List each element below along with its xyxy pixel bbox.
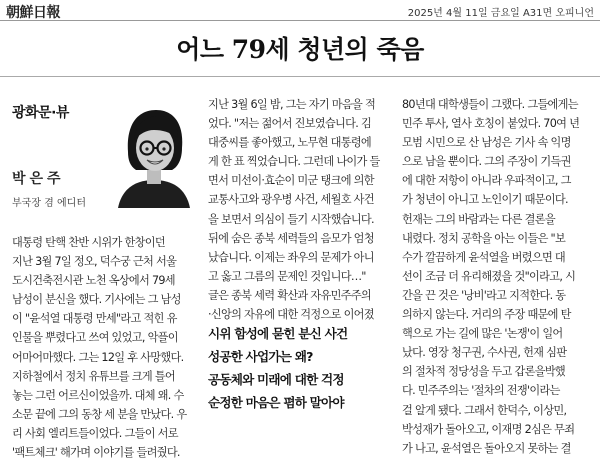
body-line: 80년대 대학생들이 그랬다. 그들에게는 <box>402 98 578 111</box>
article-headline: 어느 79세 청년의 죽음 <box>176 35 424 64</box>
dateline: 2025년 4월 11일 금요일 A31면 오피니언 <box>407 8 594 19</box>
body-line: 모범 시민으로 산 남성은 기사 속 익명 <box>402 136 571 150</box>
body-line: 을 보면서 의심이 들기 시작했습니다. <box>208 212 374 226</box>
body-line: 대통령 탄핵 찬반 시위가 한창이던 <box>12 236 165 249</box>
body-line: 내렸다. 정치 공학을 아는 이들은 "보 <box>402 231 566 245</box>
body-line: 수가 깔끔하게 윤석열을 버렸으면 대 <box>402 250 566 264</box>
body-column-2 <box>208 95 394 324</box>
pull-quote <box>208 322 396 414</box>
body-line: 으로 남을 뿐이다. 그의 주장이 기득권 <box>402 155 571 169</box>
page-header <box>0 0 600 21</box>
author-photo <box>112 102 196 208</box>
newspaper-masthead: 朝鮮日報 <box>6 5 60 21</box>
body-line: 교통사고와 광우병 사건, 세월호 사건 <box>208 193 374 207</box>
body-column-3 <box>402 95 592 458</box>
body-line: 에 대한 저항이 아니라 우파적이고, 그 <box>402 174 571 188</box>
body-line: ·신앙의 자유에 대한 걱정으로 이어졌 <box>208 308 374 322</box>
body-line: 걸 알게 됐다. 그래서 한덕수, 이상민, <box>402 403 567 417</box>
body-line: 가 나고, 윤석열은 돌아오지 못하는 결 <box>402 441 571 455</box>
body-line: 대중씨를 좋아했고, 노무현 대통령에 <box>208 136 372 150</box>
column-label: 광화문·뷰 <box>12 105 69 121</box>
headline-divider <box>0 76 600 77</box>
body-line: 선이 조금 더 유리해졌을 것"이라고, 시 <box>402 269 576 283</box>
body-line: 도시건축전시관 노천 옥상에서 79세 <box>12 274 175 288</box>
body-line: 민주 투사, 열사 호칭이 붙었다. 70여 년 <box>402 117 580 131</box>
body-line: 남성이 분신을 했다. 기사에는 그 남성 <box>12 293 181 307</box>
body-line: 게 한 표 찍었습니다. 그런데 나이가 들 <box>208 155 380 169</box>
body-line: 고 옳고 그름의 문제인 것입니다…" <box>208 269 366 283</box>
pull-quote-line: 시위 함성에 묻힌 분신 사건 <box>208 326 348 341</box>
body-line: 간을 끈 것은 '낭비'라고 지적한다. 동 <box>402 288 566 302</box>
pull-quote-line: 순정한 마음은 폄하 말아야 <box>208 395 344 410</box>
body-column-1 <box>12 233 200 462</box>
body-line: '팩트체크' 해가며 이야기를 들려줬다. <box>12 446 180 460</box>
body-line: 리 사회 엘리트들이었다. 그들이 서로 <box>12 426 178 440</box>
body-line: 의 절차적 정당성을 두고 갑론을박했 <box>402 365 566 379</box>
body-line: 인물을 뿌렸다고 쓰여 있었고, 악플이 <box>12 331 178 345</box>
body-line: 지하철에서 정치 유튜브를 크게 틀어 <box>12 369 176 383</box>
body-line: 글은 종북 세력 확산과 자유민주주의 <box>208 288 372 302</box>
body-line: 어마어마했다. 그는 12일 후 사망했다. <box>12 350 184 364</box>
body-line: 핵으로 가는 길에 많은 '논쟁'이 일어 <box>402 327 563 341</box>
body-line: 뒤에 숨은 종북 세력들의 음모가 엄청 <box>208 231 374 245</box>
body-line: 가 청년이 아니고 노인이기 때문이다. <box>402 193 568 207</box>
body-line: 면서 미선이·효순이 미군 탱크에 의한 <box>208 174 374 188</box>
body-line: 헌재는 그의 바람과는 다른 결론을 <box>402 212 555 226</box>
body-line: 었다. "저는 젊어서 진보였습니다. 김 <box>208 117 372 131</box>
body-line: 다. 민주주의는 '절차의 전쟁'이라는 <box>402 384 560 398</box>
body-line: 의하지 않는다. 거리의 주장 때문에 탄 <box>402 308 571 322</box>
body-line: 났다. 영장 청구권, 수사권, 헌재 심판 <box>402 346 567 360</box>
body-line: 박성재가 돌아오고, 이재명 2심은 무죄 <box>402 422 575 436</box>
pull-quote-line: 공동체와 미래에 대한 걱정 <box>208 372 344 387</box>
pull-quote-line: 성공한 사업가는 왜? <box>208 349 313 364</box>
body-line: 지난 3월 6일 밤, 그는 자기 마음을 적 <box>208 98 376 111</box>
body-line: 이 "윤석열 대통령 만세"라고 적힌 유 <box>12 312 177 326</box>
author-name: 박은주 <box>12 171 65 187</box>
body-line: 났습니다. 이제는 좌우의 문제가 아니 <box>208 250 374 264</box>
body-line: 소문 끝에 그의 동창 세 분을 만났다. 우 <box>12 407 187 421</box>
author-title: 부국장 겸 에디터 <box>12 198 86 209</box>
body-line: 놓는 그런 어르신이었을까. 대체 왜. 수 <box>12 388 184 402</box>
body-line: 지난 3월 7일 정오, 덕수궁 근처 서울 <box>12 255 177 269</box>
